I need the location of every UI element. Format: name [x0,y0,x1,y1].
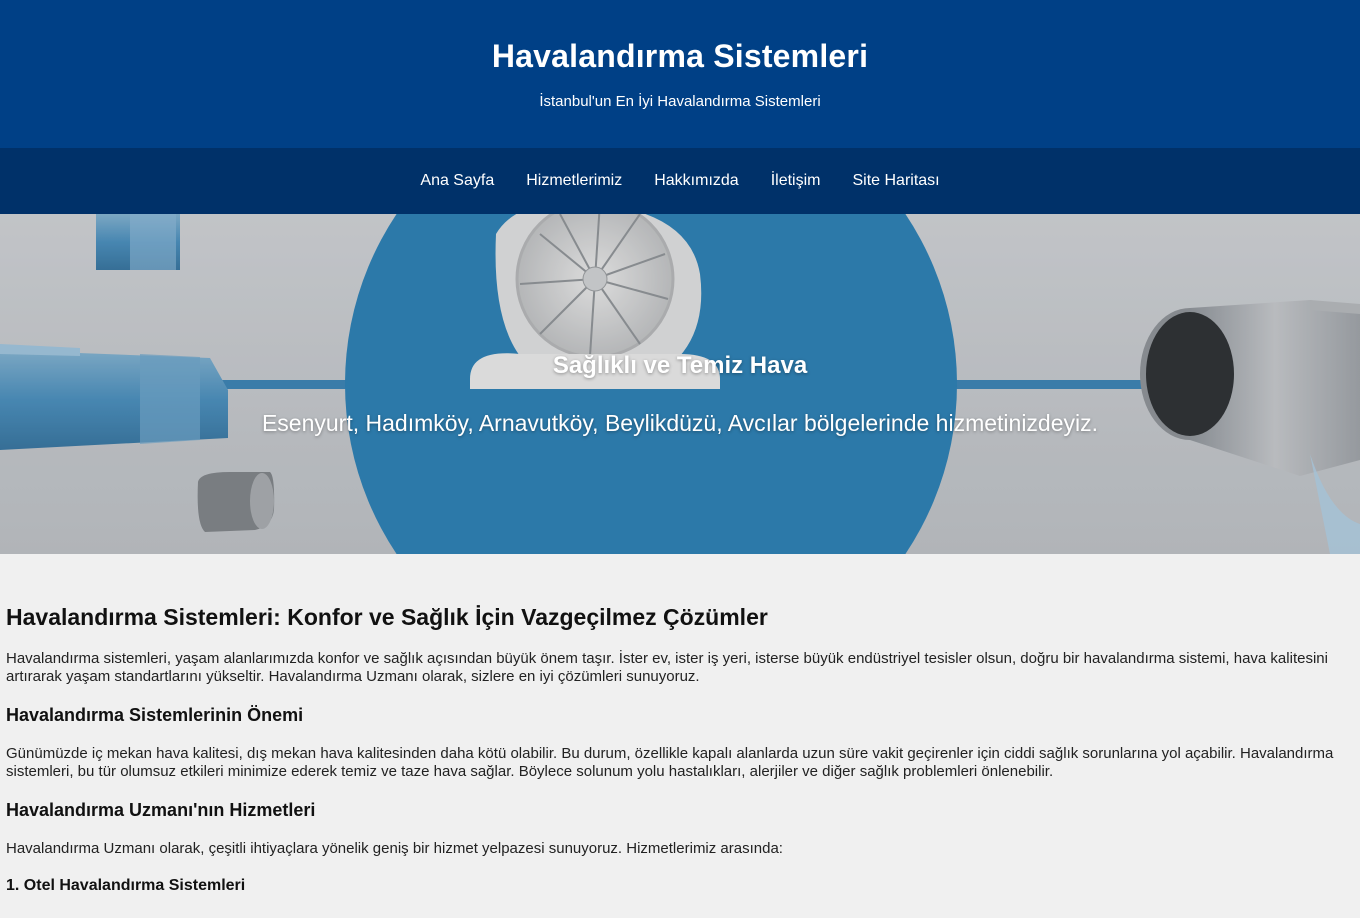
hero-overlay [0,214,1360,554]
hero-banner [0,214,1360,554]
section-heading-onemi: Havalandırma Sistemlerinin Önemi [6,705,304,725]
main-content [0,554,1360,895]
hero-title: Sağlıklı ve Temiz Hava [552,352,808,379]
nav-item-site-haritasi[interactable]: Site Haritası [852,172,940,189]
site-title[interactable]: Havalandırma Sistemleri [491,38,869,74]
main-nav [0,148,1360,214]
nav-item-iletisim[interactable]: İletişim [770,172,821,189]
nav-item-hizmetlerimiz[interactable]: Hizmetlerimiz [526,172,623,189]
nav-item-ana-sayfa[interactable]: Ana Sayfa [420,172,495,189]
section-heading-hizmetleri: Havalandırma Uzmanı'nın Hizmetleri [6,800,316,820]
subsection-heading-otel: 1. Otel Havalandırma Sistemleri [6,877,246,894]
nav-item-hakkimizda[interactable]: Hakkımızda [654,172,739,189]
hero-description: Esenyurt, Hadımköy, Arnavutköy, Beylikdüzü, Avcılar bölgelerinde hizmetinizdeyiz. [261,410,1099,436]
section-text-onemi: Günümüzde iç mekan hava kalitesi, dış mekan hava kalitesinden daha kötü olabilir. Bu durum, özellikle kapalı alanlarda uzun süre vakit geçirenler için ciddi sağlık sorunlarına yol açabilir. Havalandırma sistemleri, bu tür olumsuz etkileri minimize ederek temiz ve taze hava sağlar. Böylece solunum yolu hastalıkları, alerjiler ve diğer sağlık problemleri önlenebilir. [6,745,1334,780]
site-header [0,0,1360,148]
section-text-hizmetleri: Havalandırma Uzmanı olarak, çeşitli ihtiyaçlara yönelik geniş bir hizmet yelpazesi sunuyoruz. Hizmetlerimiz arasında: [6,840,783,857]
site-subtitle: İstanbul'un En İyi Havalandırma Sistemleri [539,93,821,110]
article-intro: Havalandırma sistemleri, yaşam alanlarımızda konfor ve sağlık açısından büyük önem taşır. İster ev, ister iş yeri, isterse büyük endüstriyel tesisler olsun, doğru bir havalandırma sistemi, hava kalitesini artırarak yaşam standartlarını yükseltir. Havalandırma Uzmanı olarak, sizlere en iyi çözümleri sunuyoruz. [6,650,1328,685]
article-heading: Havalandırma Sistemleri: Konfor ve Sağlık İçin Vazgeçilmez Çözümler [6,604,768,630]
